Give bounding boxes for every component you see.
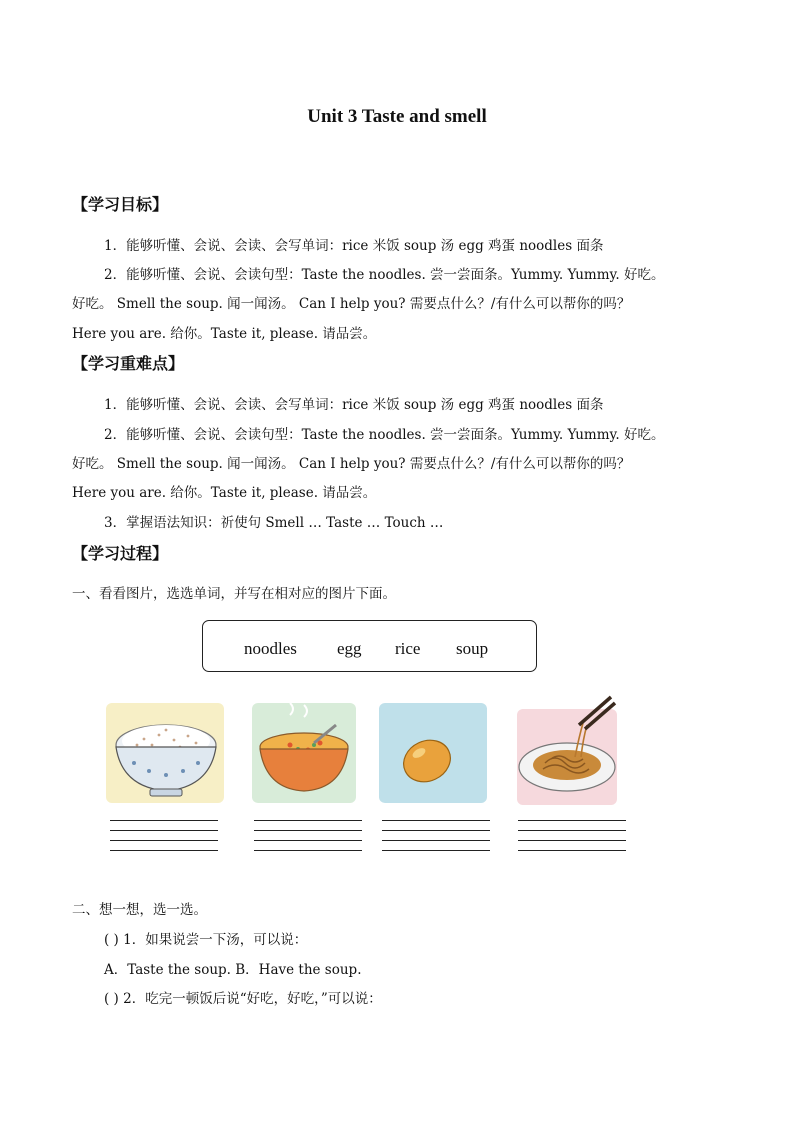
egg-picture bbox=[377, 695, 489, 807]
objective-line-1: 1．能够听懂、会说、会读、会写单词：rice 米饭 soup 汤 egg 鸡蛋 noodles 面条 bbox=[104, 238, 604, 254]
noodles-plate-picture bbox=[515, 695, 627, 807]
objective-line-3: 好吃。 Smell the soup. 闻一闻汤。 Can I help you? 需要点什么？/有什么可以帮你的吗？ bbox=[72, 296, 631, 312]
keypoint-line-3: 好吃。 Smell the soup. 闻一闻汤。 Can I help you? 需要点什么？/有什么可以帮你的吗？ bbox=[72, 456, 631, 472]
section-heading-key-points: 【学习重难点】 bbox=[72, 354, 185, 373]
keypoint-line-5: 3．掌握语法知识：祈使句 Smell … Taste … Touch … bbox=[104, 515, 444, 531]
word-bank-item: egg bbox=[337, 639, 362, 658]
answer-lines-1[interactable] bbox=[110, 820, 218, 860]
question-1: ( ) 1．如果说尝一下汤，可以说： bbox=[104, 932, 308, 948]
word-bank-item: rice bbox=[395, 639, 421, 658]
soup-bowl-picture bbox=[250, 695, 358, 807]
keypoint-line-1: 1．能够听懂、会说、会读、会写单词：rice 米饭 soup 汤 egg 鸡蛋 noodles 面条 bbox=[104, 397, 604, 413]
rice-bowl-picture bbox=[104, 695, 228, 807]
word-bank-item: soup bbox=[456, 639, 489, 658]
word-bank-box bbox=[202, 620, 537, 672]
keypoint-line-2: 2．能够听懂、会说、会读句型：Taste the noodles. 尝一尝面条。Yummy. Yummy. 好吃。 bbox=[104, 427, 665, 443]
keypoint-line-4: Here you are. 给你。Taste it, please. 请品尝。 bbox=[72, 485, 377, 501]
section-heading-process: 【学习过程】 bbox=[72, 544, 169, 563]
word-bank-item: noodles bbox=[244, 639, 297, 658]
question-2: ( ) 2．吃完一顿饭后说“好吃，好吃，”可以说： bbox=[104, 991, 382, 1007]
objective-line-2: 2．能够听懂、会说、会读句型：Taste the noodles. 尝一尝面条。Yummy. Yummy. 好吃。 bbox=[104, 267, 665, 283]
answer-lines-2[interactable] bbox=[254, 820, 362, 860]
page-title: Unit 3 Taste and smell bbox=[307, 106, 487, 127]
part1-instruction: 一、看看图片，选选单词，并写在相对应的图片下面。 bbox=[72, 586, 396, 602]
section-heading-objectives: 【学习目标】 bbox=[72, 195, 169, 214]
question-1-options: A．Taste the soup. B．Have the soup. bbox=[104, 962, 362, 978]
objective-line-4: Here you are. 给你。Taste it, please. 请品尝。 bbox=[72, 326, 377, 342]
answer-lines-4[interactable] bbox=[518, 820, 626, 860]
part2-instruction: 二、想一想，选一选。 bbox=[72, 902, 207, 918]
answer-lines-3[interactable] bbox=[382, 820, 490, 860]
